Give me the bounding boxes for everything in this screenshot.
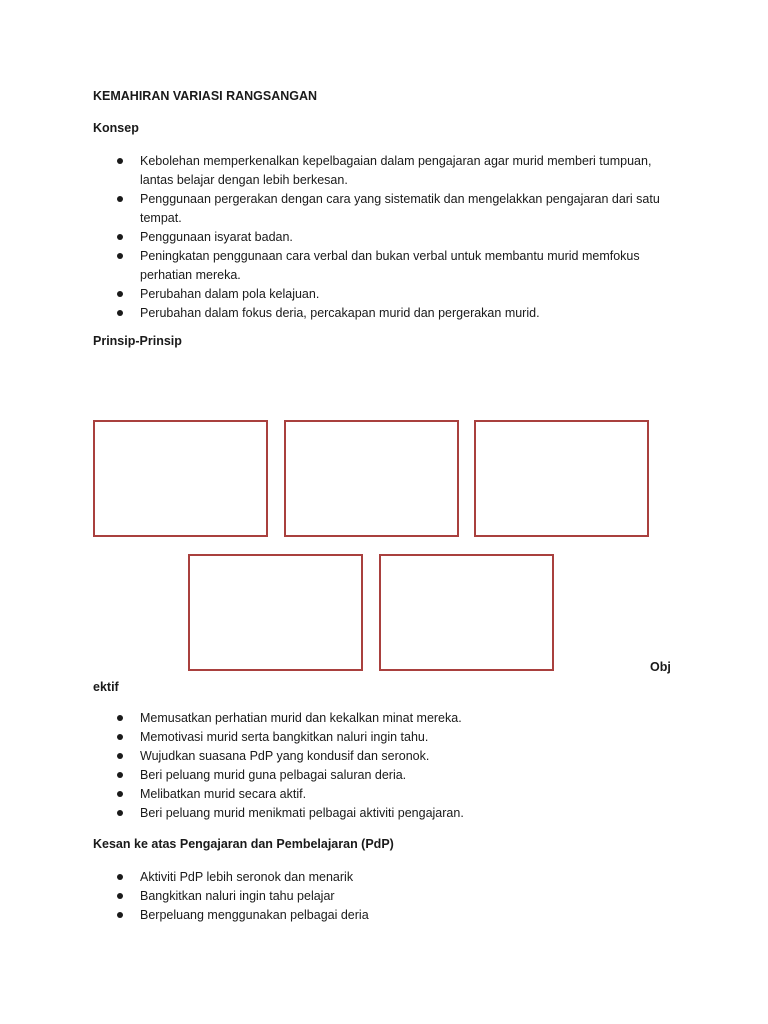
document-title: KEMAHIRAN VARIASI RANGSANGAN [93, 89, 318, 103]
list-item [93, 228, 683, 247]
bullet-icon [117, 912, 123, 918]
prinsip-box-1 [93, 420, 268, 537]
bullet-icon [117, 791, 123, 797]
list-item-text: Beri peluang murid guna pelbagai saluran deria. [140, 768, 407, 782]
konsep-list [93, 152, 683, 323]
list-item-text: Penggunaan isyarat badan. [140, 230, 293, 244]
list-item-text: Beri peluang murid menikmati pelbagai aktiviti pengajaran. [140, 806, 464, 820]
list-item-text: Kebolehan memperkenalkan kepelbagaian dalam pengajaran agar murid memberi tumpuan, lantas belajar dengan lebih berkesan. [140, 154, 652, 187]
list-item-text: Bangkitkan naluri ingin tahu pelajar [140, 889, 335, 903]
bullet-icon [117, 893, 123, 899]
bullet-icon [117, 253, 123, 259]
prinsip-box-4 [188, 554, 363, 671]
list-item [93, 785, 683, 804]
list-item [93, 804, 683, 823]
list-item [93, 887, 683, 906]
prinsip-box-3 [474, 420, 649, 537]
list-item [93, 190, 683, 228]
bullet-icon [117, 158, 123, 164]
bullet-icon [117, 291, 123, 297]
list-item [93, 747, 683, 766]
konsep-heading: Konsep [93, 121, 139, 135]
list-item-text: Penggunaan pergerakan dengan cara yang sistematik dan mengelakkan pengajaran dari satu tempat. [140, 192, 660, 225]
list-item [93, 247, 683, 285]
list-item-text: Wujudkan suasana PdP yang kondusif dan seronok. [140, 749, 430, 763]
list-item-text: Berpeluang menggunakan pelbagai deria [140, 908, 369, 922]
objektif-list [93, 709, 683, 823]
list-item-text: Melibatkan murid secara aktif. [140, 787, 307, 801]
objektif-heading-end: ektif [93, 680, 119, 694]
bullet-icon [117, 234, 123, 240]
bullet-icon [117, 715, 123, 721]
objektif-heading-start: Obj [650, 660, 671, 674]
bullet-icon [117, 310, 123, 316]
list-item-text: Perubahan dalam pola kelajuan. [140, 287, 320, 301]
list-item [93, 906, 683, 925]
list-item [93, 304, 683, 323]
list-item-text: Memusatkan perhatian murid dan kekalkan minat mereka. [140, 711, 462, 725]
bullet-icon [117, 196, 123, 202]
list-item [93, 728, 683, 747]
prinsip-heading: Prinsip-Prinsip [93, 334, 182, 348]
list-item [93, 152, 683, 190]
list-item [93, 868, 683, 887]
bullet-icon [117, 772, 123, 778]
bullet-icon [117, 874, 123, 880]
list-item-text: Peningkatan penggunaan cara verbal dan bukan verbal untuk membantu murid memfokus perhatian mereka. [140, 249, 640, 282]
list-item-text: Perubahan dalam fokus deria, percakapan murid dan pergerakan murid. [140, 306, 540, 320]
kesan-list [93, 868, 683, 925]
bullet-icon [117, 734, 123, 740]
bullet-icon [117, 810, 123, 816]
kesan-heading: Kesan ke atas Pengajaran dan Pembelajaran (PdP) [93, 837, 394, 851]
list-item-text: Aktiviti PdP lebih seronok dan menarik [140, 870, 354, 884]
prinsip-box-5 [379, 554, 554, 671]
list-item-text: Memotivasi murid serta bangkitkan naluri ingin tahu. [140, 730, 429, 744]
prinsip-box-2 [284, 420, 459, 537]
list-item [93, 709, 683, 728]
bullet-icon [117, 753, 123, 759]
list-item [93, 766, 683, 785]
list-item [93, 285, 683, 304]
